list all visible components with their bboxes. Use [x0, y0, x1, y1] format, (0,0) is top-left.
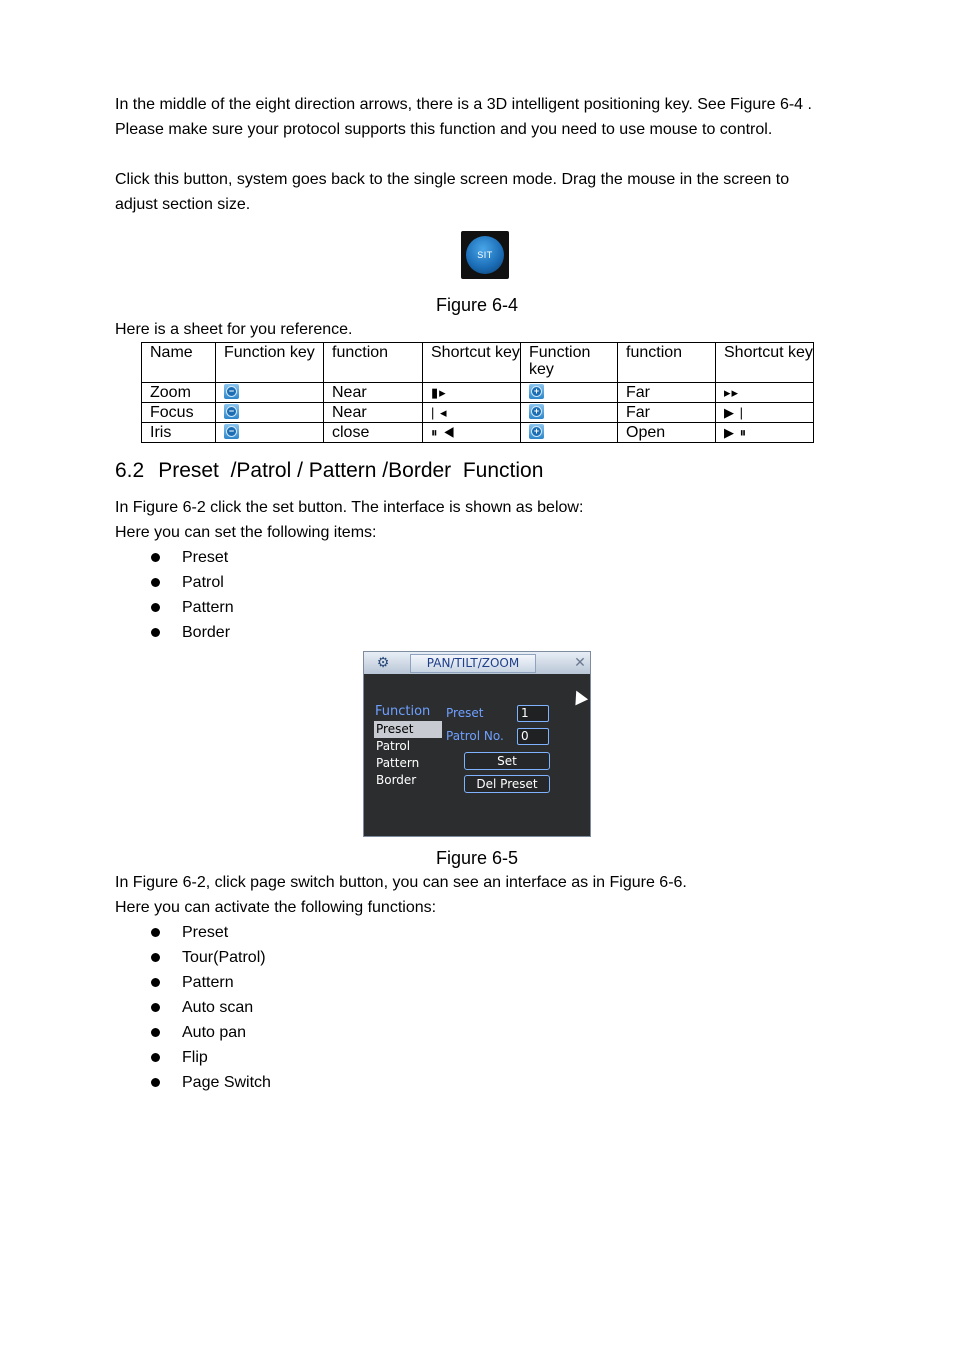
sit-button[interactable]: SIT [466, 236, 504, 274]
shortcut-key-cell [423, 383, 521, 403]
list-item: Auto pan [115, 1020, 271, 1045]
ptz-titlebar [364, 652, 590, 674]
preset-input[interactable]: 1 [517, 705, 549, 722]
header-cell: Function key [521, 343, 618, 383]
mouse-cursor-icon [570, 688, 588, 706]
menu-item-preset[interactable]: Preset [374, 721, 442, 738]
shortcut-key-cell [716, 383, 814, 403]
list-item: Patrol [115, 570, 234, 595]
shortcut-key-cell [716, 423, 814, 443]
row-name: Iris [142, 423, 216, 443]
shortcut-key-cell [716, 403, 814, 423]
activatable-functions-list [115, 920, 271, 1095]
header-cell: function [324, 343, 423, 383]
list-item: Tour(Patrol) [115, 945, 271, 970]
section-number: 6.2 [115, 459, 145, 482]
menu-item-border[interactable]: Border [376, 773, 417, 787]
patrol-no-label: Patrol No. [446, 729, 504, 743]
sit-button-figure [461, 231, 509, 279]
header-cell: function [618, 343, 716, 383]
shortcut-icon: ▶ ⏸ [724, 425, 748, 440]
function-menu [374, 721, 442, 789]
minus-button-icon: − [224, 424, 239, 439]
shortcut-icon: | ◂ [431, 405, 448, 420]
function-cell: close [324, 423, 423, 443]
ptz-dialog-figure [363, 651, 591, 837]
plus-button-icon: + [529, 424, 544, 439]
shortcut-icon: ▸▸ [724, 385, 740, 400]
section-paragraph-2: Here you can set the following items: [115, 524, 377, 541]
function-cell: Far [618, 403, 716, 423]
intro-paragraph-1: In the middle of the eight direction arrows, there is a 3D intelligent positioning key. See Figure 6-4 . Please make sure your protocol supports this function and you need to use mouse to control. [115, 96, 812, 138]
function-key-cell [521, 423, 618, 443]
plus-button-icon: + [529, 384, 544, 399]
function-key-cell [521, 403, 618, 423]
minus-button-icon: − [224, 404, 239, 419]
list-item: Preset [115, 545, 234, 570]
list-item: Pattern [115, 595, 234, 620]
section-heading [115, 458, 543, 484]
table-row [142, 383, 814, 403]
header-cell: Shortcut key [423, 343, 521, 383]
shortcut-icon: ⏸ ◀ [431, 425, 456, 440]
function-key-cell [216, 403, 324, 423]
function-label: Function [375, 704, 431, 719]
menu-item-patrol[interactable]: Patrol [376, 739, 411, 753]
minus-button-icon: − [224, 384, 239, 399]
set-button[interactable]: Set [464, 752, 550, 770]
header-cell: Function key [216, 343, 324, 383]
row-name: Zoom [142, 383, 216, 403]
reference-table [141, 342, 814, 443]
del-preset-button[interactable]: Del Preset [464, 775, 550, 793]
function-cell: Near [324, 383, 423, 403]
shortcut-icon: ▮▸ [431, 385, 447, 400]
function-cell: Near [324, 403, 423, 423]
preset-label: Preset [446, 706, 484, 720]
figure-6-4-caption: Figure 6-4 [435, 295, 519, 315]
function-key-cell [216, 383, 324, 403]
page-switch-paragraph-1: In Figure 6-2, click page switch button, you can see an interface as in Figure 6-6. [115, 874, 687, 891]
function-key-cell [521, 383, 618, 403]
page-switch-paragraph-2: Here you can activate the following functions: [115, 899, 437, 916]
patrol-no-input[interactable]: 0 [517, 728, 549, 745]
settable-items-list [115, 545, 234, 645]
section-paragraph-1: In Figure 6-2 click the set button. The interface is shown as below: [115, 499, 584, 516]
table-row [142, 403, 814, 423]
plus-button-icon: + [529, 404, 544, 419]
shortcut-key-cell [423, 403, 521, 423]
sheet-intro: Here is a sheet for you reference. [115, 321, 353, 338]
figure-6-5-caption: Figure 6-5 [435, 848, 519, 868]
table-row [142, 423, 814, 443]
header-cell: Name [142, 343, 216, 383]
function-key-cell [216, 423, 324, 443]
intro-paragraph-2: Click this button, system goes back to the single screen mode. Drag the mouse in the screen to adjust section size. [115, 171, 790, 213]
list-item: Auto scan [115, 995, 271, 1020]
list-item: Flip [115, 1045, 271, 1070]
section-title: Preset /Patrol / Pattern /Border Function [158, 459, 544, 482]
list-item: Border [115, 620, 234, 645]
function-cell: Open [618, 423, 716, 443]
list-item: Page Switch [115, 1070, 271, 1095]
shortcut-key-cell [423, 423, 521, 443]
ptz-title: PAN/TILT/ZOOM [410, 654, 536, 673]
header-cell: Shortcut key [716, 343, 814, 383]
camera-icon: ⚙ [376, 655, 390, 671]
shortcut-icon: ▶ | [724, 405, 744, 420]
menu-item-pattern[interactable]: Pattern [376, 756, 420, 770]
function-cell: Far [618, 383, 716, 403]
table-header-row [142, 343, 814, 383]
row-name: Focus [142, 403, 216, 423]
list-item: Pattern [115, 970, 271, 995]
list-item: Preset [115, 920, 271, 945]
close-icon[interactable]: ✕ [574, 655, 586, 671]
